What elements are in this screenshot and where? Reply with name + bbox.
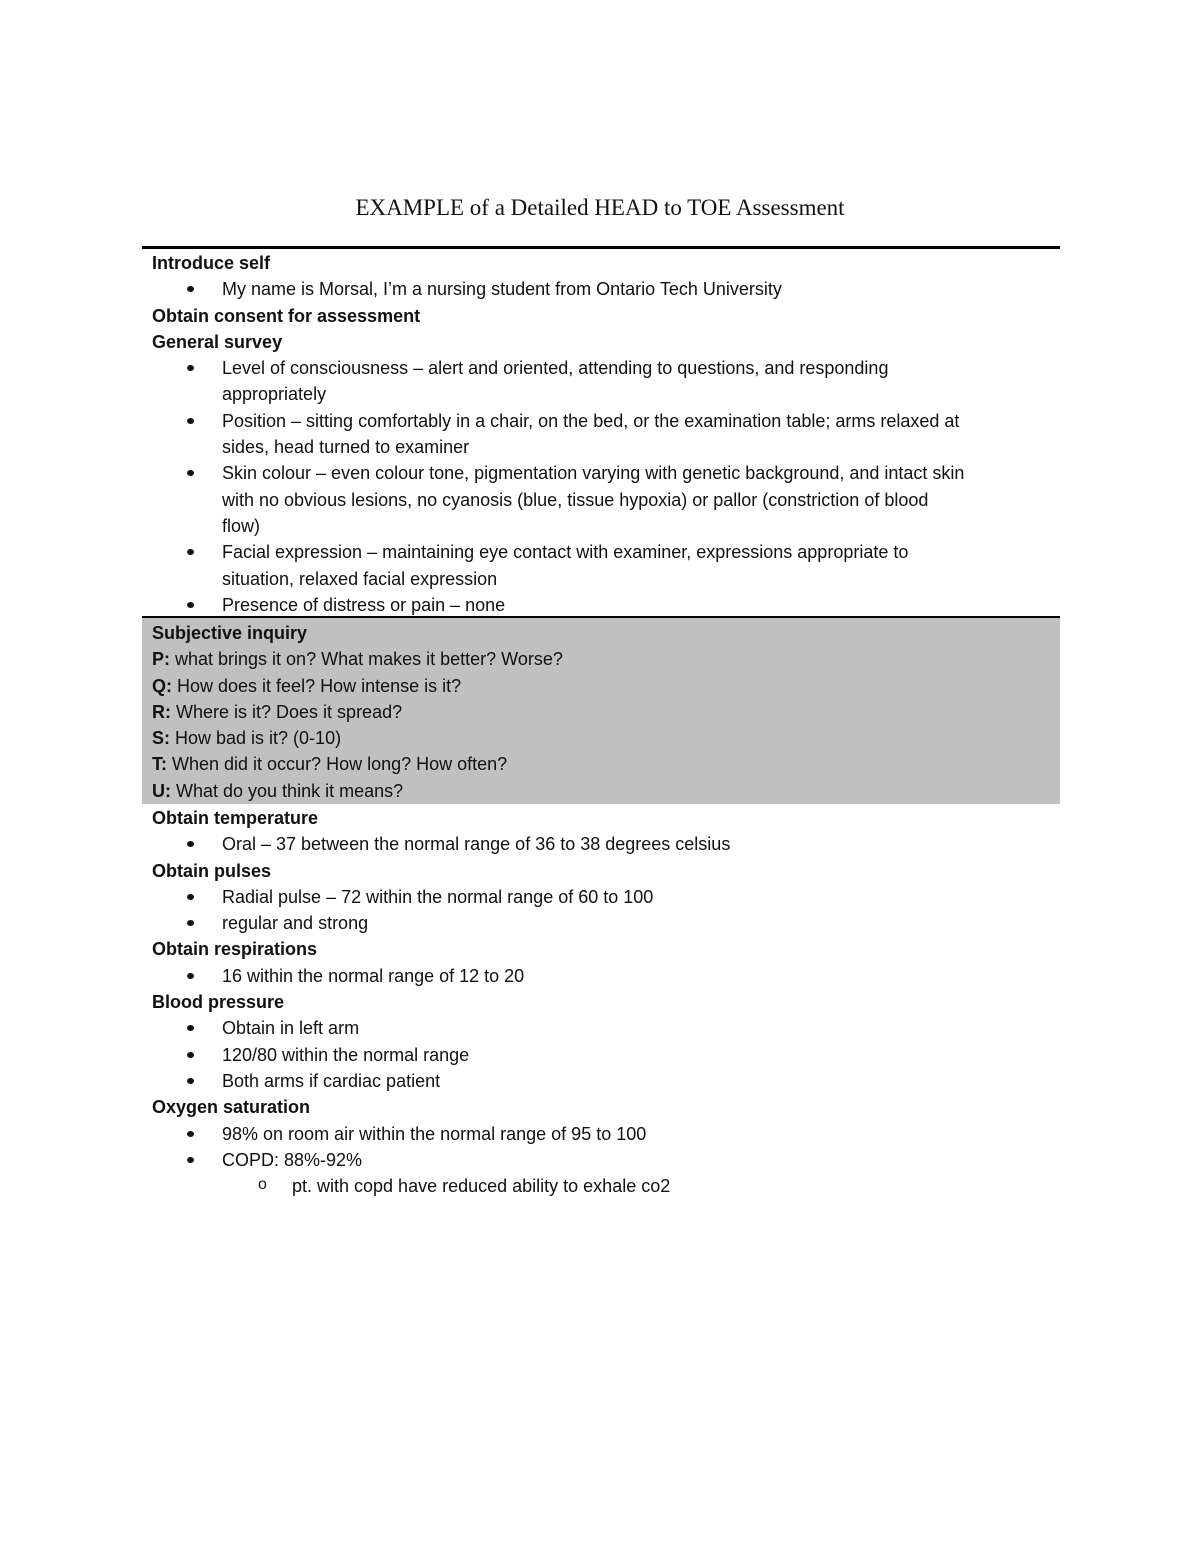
sub-bullet-marker: o — [258, 1176, 267, 1194]
pqrstu-row: U: What do you think it means? — [152, 780, 404, 801]
list-item: 120/80 within the normal range — [142, 1042, 1060, 1068]
top-rule — [142, 246, 1060, 249]
oxygen-heading: Oxygen saturation — [152, 1097, 311, 1118]
introduction-section — [142, 250, 1060, 618]
bullet-icon — [187, 365, 194, 371]
list-item: regular and strong — [142, 910, 1060, 936]
list-item: Obtain in left arm — [142, 1015, 1060, 1041]
bullet-icon — [187, 1025, 194, 1031]
introduce-heading: Introduce self — [152, 253, 271, 273]
pqrstu-row: R: Where is it? Does it spread? — [152, 701, 403, 722]
list-item: 16 within the normal range of 12 to 20 — [142, 963, 1060, 989]
document-title: EXAMPLE of a Detailed HEAD to TOE Assessment — [355, 195, 845, 220]
bullet-icon — [187, 1157, 194, 1163]
temperature-heading: Obtain temperature — [152, 808, 319, 828]
bullet-icon — [187, 1131, 194, 1137]
list-item: Radial pulse – 72 within the normal range of 60 to 100 — [142, 884, 1060, 910]
pqrstu-row: T: When did it occur? How long? How often? — [152, 754, 508, 775]
pqrstu-row: Q: How does it feel? How intense is it? — [152, 675, 462, 696]
list-item-continuation: with no obvious lesions, no cyanosis (blue, tissue hypoxia) or pallor (constriction of blood — [222, 489, 929, 510]
list-item: Facial expression – maintaining eye contact with examiner, expressions appropriate to — [142, 539, 1060, 565]
bullet-icon — [187, 286, 194, 292]
sub-list-item: o pt. with copd have reduced ability to exhale co2 — [142, 1173, 1060, 1199]
list-item: Both arms if cardiac patient — [142, 1068, 1060, 1094]
list-item: Level of consciousness – alert and oriented, attending to questions, and responding — [142, 355, 1060, 381]
bullet-icon — [187, 418, 194, 424]
list-item-continuation: appropriately — [222, 384, 327, 405]
bullet-icon — [187, 1052, 194, 1058]
list-item: Skin colour – even colour tone, pigmentation varying with genetic background, and intact skin — [142, 460, 1060, 486]
survey-heading: General survey — [152, 331, 283, 352]
list-item: 98% on room air within the normal range of 95 to 100 — [142, 1121, 1060, 1147]
bullet-icon — [187, 602, 194, 608]
list-item: Presence of distress or pain – none — [142, 592, 1060, 618]
respirations-heading: Obtain respirations — [152, 939, 318, 960]
bullet-icon — [187, 549, 194, 555]
list-item: Position – sitting comfortably in a chair, on the bed, or the examination table; arms relaxed at — [142, 408, 1060, 434]
bullet-icon — [187, 973, 194, 979]
bullet-icon — [187, 920, 194, 926]
subjective-heading: Subjective inquiry — [152, 623, 308, 643]
list-item-continuation: flow) — [222, 515, 261, 536]
vitals-section — [142, 805, 1060, 1199]
bullet-icon — [187, 894, 194, 900]
list-item: My name is Morsal, I’m a nursing student from Ontario Tech University — [142, 276, 1060, 302]
list-item: Oral – 37 between the normal range of 36 to 38 degrees celsius — [142, 831, 1060, 857]
list-item: COPD: 88%-92% — [142, 1147, 1060, 1173]
blood-pressure-heading: Blood pressure — [152, 992, 285, 1013]
bullet-icon — [187, 470, 194, 476]
consent-heading: Obtain consent for assessment — [152, 305, 421, 326]
pqrstu-row: P: what brings it on? What makes it better? Worse? — [152, 649, 563, 670]
list-item-continuation: sides, head turned to examiner — [222, 437, 470, 458]
bullet-icon — [187, 1078, 194, 1084]
pqrstu-row: S: How bad is it? (0-10) — [152, 728, 342, 749]
pulses-heading: Obtain pulses — [152, 860, 272, 881]
bullet-icon — [187, 841, 194, 847]
subjective-inquiry-box — [142, 618, 1060, 804]
list-item-continuation: situation, relaxed facial expression — [222, 568, 498, 589]
